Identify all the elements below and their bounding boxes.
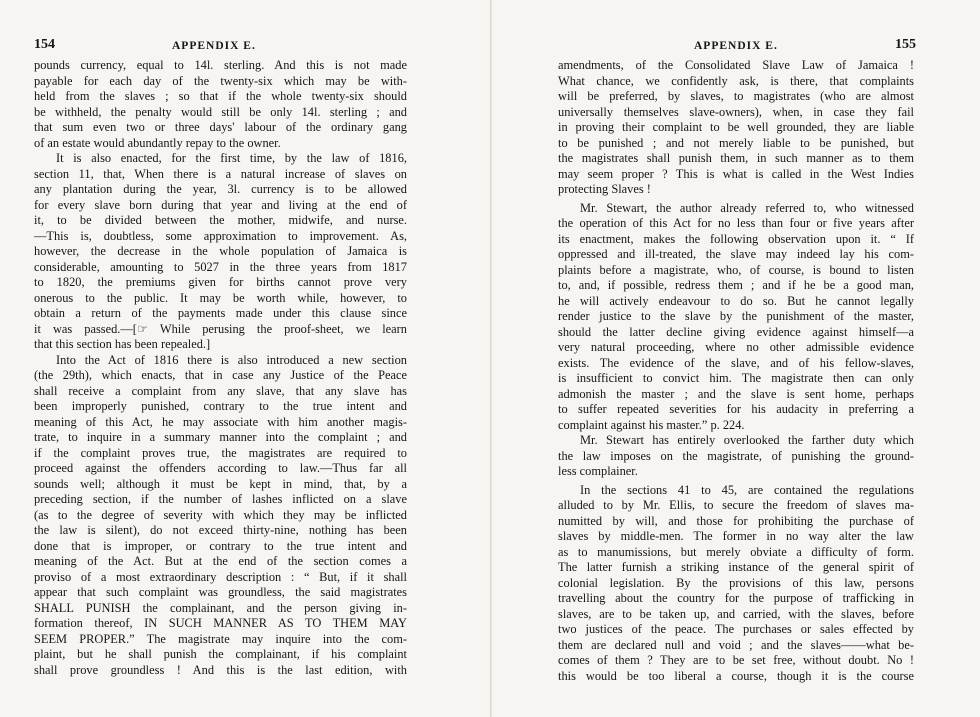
right-page-text [558, 58, 914, 684]
text-line: may seem proper ? This is what is called in the West Indies [558, 166, 914, 181]
text-line: that sum even two or three days' labour of the ordinary gang [34, 120, 407, 134]
text-line: shall prove groundless ! And this is the last edition, with [34, 662, 407, 677]
text-line: he will actively endeavour to do so. But he cannot legally [558, 293, 914, 308]
text-line: In the sections 41 to 45, are contained the regulations [580, 482, 914, 497]
text-line: to suffer repeated severities for his audacity in preferring a [558, 402, 914, 416]
text-line: very natural proceeding, where no other admissible evidence [558, 340, 914, 354]
text-line: any plantation during the year, 3l. currency is to be allowed [34, 182, 407, 196]
left-page-header [30, 38, 436, 52]
text-line: the law imposes on the magistrate, of punishing the ground- [558, 448, 914, 463]
text-line: been improperly punished, contrary to the true intent and [34, 399, 407, 413]
text-line: section 11, that, When there is a natural increase of slaves on [34, 166, 407, 181]
text-line: comes of them ? They are to be set free, without doubt. No ! [558, 653, 914, 667]
right-page-number: 155 [895, 37, 916, 52]
text-line: exists. The evidence of the slave, and of his fellow-slaves, [558, 355, 914, 370]
text-line: The latter furnish a striking instance of the general spirit of [558, 560, 914, 574]
text-line: admonish the master ; and the slave is sent home, perhaps [558, 386, 914, 401]
text-line: to be punished ; and not merely liable to be punished, but [558, 135, 914, 150]
text-line: plaint, but he shall punish the complainant, if his complaint [34, 647, 407, 661]
text-line: shall receive a complaint from any slave, that any slave has [34, 383, 407, 398]
text-line: universally themselves slave-owners), when, in case they fail [558, 104, 914, 119]
right-page [492, 0, 980, 717]
text-line: SHALL PUNISH the complainant, and the person giving in- [34, 600, 407, 615]
text-line: colonial legislation. By the provisions of this law, persons [558, 575, 914, 590]
text-line: payable for each day of the twenty-six which may be with- [34, 73, 407, 88]
text-line: slaves by middle-men. The former in no way alter the law [558, 529, 914, 543]
text-line: numitted by will, and those for prohibiting the purchase of [558, 513, 914, 528]
text-line: meaning of the Act. But at the end of the section comes a [34, 554, 407, 568]
text-line: for every slave born during that year and living at the end of [34, 197, 407, 212]
text-line: the law is silent), do not exceed thirty-nine, nothing has been [34, 523, 407, 537]
text-line: oppressed and ill-treated, the slave may indeed lay his com- [558, 247, 914, 261]
text-line: It is also enacted, for the first time, by the law of 1816, [56, 151, 407, 165]
text-line: trate, to inquire in a summary manner into the complaint ; and [34, 430, 407, 444]
text-line: proceed against the offenders according to law.—Thus far all [34, 461, 407, 475]
text-line: them are declared null and void ; and the slaves——what be- [558, 637, 914, 652]
text-line: pounds currency, equal to 14l. sterling. And this is not made [34, 58, 407, 72]
text-line: sounds well; although it must be kept in mind, that, by a [34, 476, 407, 491]
text-line: to 1820, the premiums given for births cannot prove very [34, 275, 407, 289]
text-line: Mr. Stewart has entirely overlooked the farther duty which [580, 433, 914, 447]
text-line: is insufficient to convict him. The magistrate then can only [558, 371, 914, 385]
left-page-text [34, 58, 407, 678]
right-running-head: APPENDIX E. [694, 40, 778, 52]
text-line: done that is improper, or contrary to the true intent and [34, 538, 407, 553]
text-line: slaves, are to be taken up, and carried, with the slaves, before [558, 606, 914, 621]
text-line: formation thereof, IN SUCH MANNER AS TO THEM MAY [34, 616, 407, 630]
text-line: Mr. Stewart, the author already referred to, who witnessed [580, 200, 914, 215]
text-line: that this section has been repealed.] [34, 337, 211, 351]
text-line: it, to be divided between the mother, midwife, and nurse. [34, 213, 407, 227]
text-line: protecting Slaves ! [558, 182, 651, 196]
text-line: two justices of the peace. The purchases or sales effected by [558, 622, 914, 636]
text-line: (as to the degree of severity with which they may be inflicted [34, 507, 407, 522]
text-line: meaning of this Act, he may associate with him another magis- [34, 414, 407, 429]
text-line: as to manumissions, but merely obviate a difficulty of form. [558, 544, 914, 559]
text-line: if the complaint proves true, the magistrates are required to [34, 445, 407, 460]
text-line: (the 29th), which enacts, that in case any Justice of the Peace [34, 368, 407, 382]
text-line: in proving their complaint to be well grounded, they are liable [558, 120, 914, 134]
text-line: will be preferred, by slaves, to magistrates (who are almost [558, 89, 914, 103]
text-line: complaint against his master.” p. 224. [558, 417, 745, 432]
text-line: be withheld, the penalty would still be only 14l. sterling ; and [34, 104, 407, 119]
text-line: its enactment, makes the following observation upon it. “ If [558, 231, 914, 246]
text-line: to, and, if possible, redress them ; and if he be a good man, [558, 278, 914, 292]
text-line: Into the Act of 1816 there is also introduced a new section [56, 352, 407, 367]
text-line: it was passed.—[☞ While perusing the proof-sheet, we learn [34, 321, 407, 336]
text-line: obtain a return of the payments made under this clause since [34, 306, 407, 320]
text-line: preceding section, if the number of lashes inflicted on a slave [34, 492, 407, 506]
left-running-head: APPENDIX E. [172, 40, 256, 52]
text-line: less complainer. [558, 464, 638, 478]
text-line: the operation of this Act for no less than four or five years after [558, 216, 914, 230]
text-line: proviso of a most extraordinary description : “ But, if it shall [34, 569, 407, 584]
text-line: plaints before a magistrate, who, of course, is bound to listen [558, 262, 914, 277]
text-line: this would be too liberal a course, though it is the course [558, 668, 914, 683]
text-line: considerable, amounting to 5027 in the three years from 1817 [34, 259, 407, 274]
text-line: should the latter decline giving evidence against himself—a [558, 324, 914, 339]
text-line: SEEM PROPER.” The magistrate may inquire into the com- [34, 631, 407, 646]
text-line: however, the decrease in the whole population of Jamaica is [34, 244, 407, 258]
text-line: What chance, we confidently ask, is there, that complaints [558, 73, 914, 88]
text-line: onerous to the public. It may be worth while, however, to [34, 290, 407, 305]
text-line: held from the slaves ; so that if the whole twenty-six should [34, 89, 407, 103]
text-line: amendments, of the Consolidated Slave Law of Jamaica ! [558, 58, 914, 72]
text-line: alluded to by Mr. Ellis, to secure the freedom of slaves ma- [558, 498, 914, 512]
text-line: of an estate would abundantly repay to the owner. [34, 135, 281, 150]
text-line: appear that such complaint was groundless, the said magistrates [34, 585, 407, 599]
text-line: —This is, doubtless, some approximation to improvement. As, [34, 228, 407, 243]
right-page-header [556, 38, 916, 52]
text-line: render justice to the slave by the punishment of the master, [558, 309, 914, 323]
left-page-number: 154 [34, 37, 55, 52]
text-line: the magistrates shall punish them, in such manner as to them [558, 151, 914, 165]
text-line: travelling about the country for the purpose of trafficking in [558, 591, 914, 605]
